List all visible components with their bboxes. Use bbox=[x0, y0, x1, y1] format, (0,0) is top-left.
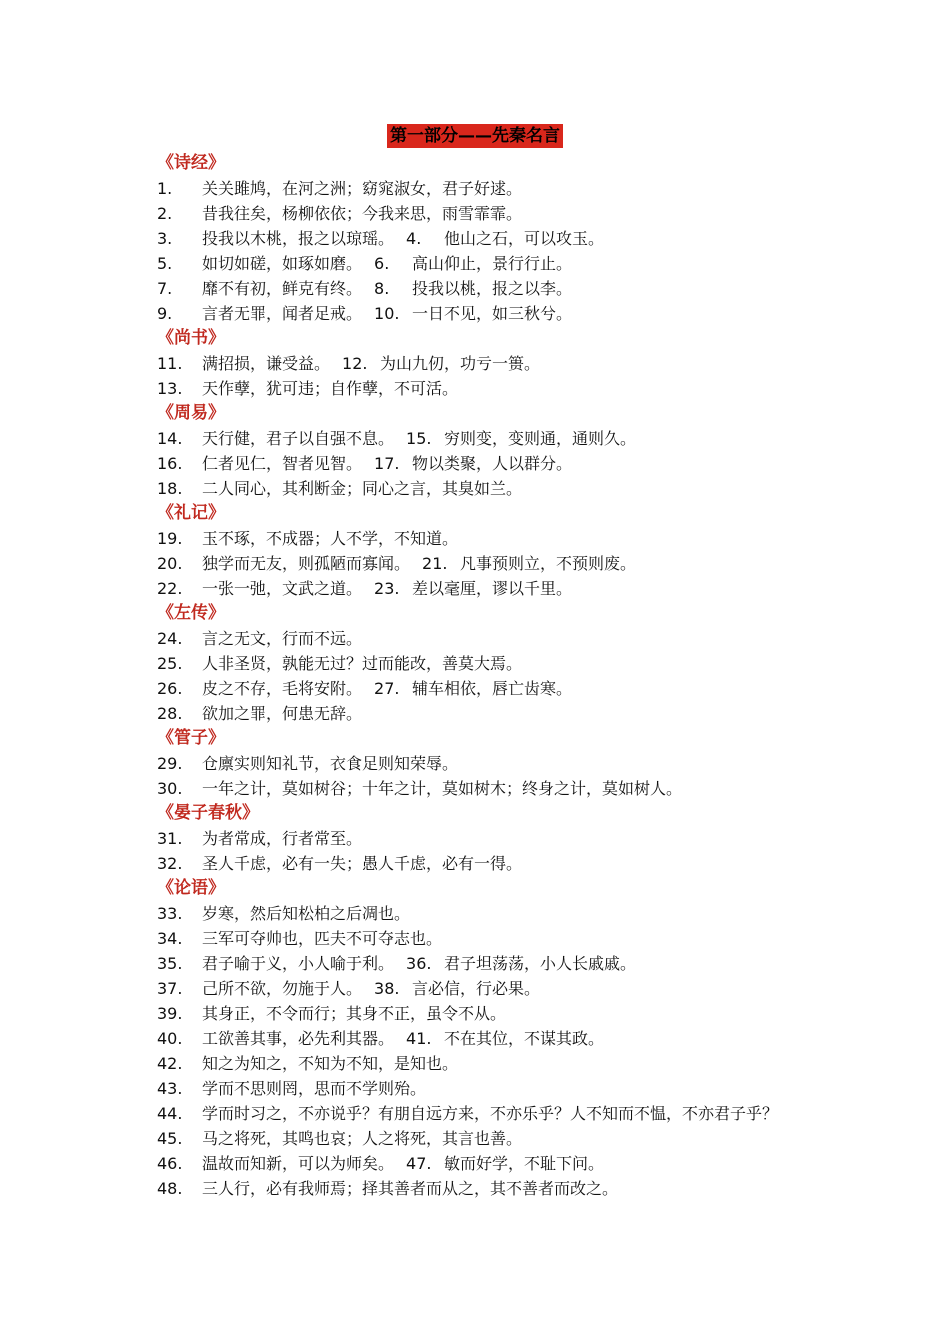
quote-text: 天行健，君子以自强不息。 bbox=[202, 429, 395, 448]
quote-text: 言必信，行必果。 bbox=[412, 979, 541, 998]
quote-line bbox=[157, 176, 807, 201]
quote-text: 一日不见，如三秋兮。 bbox=[412, 304, 573, 323]
quote-text: 知之为知之，不知为不知，是知也。 bbox=[202, 1054, 459, 1073]
quote-line bbox=[157, 776, 807, 801]
section-heading: 《左传》 bbox=[157, 603, 225, 623]
quote-text: 敏而好学，不耻下问。 bbox=[444, 1154, 605, 1173]
quote-text: 君子坦荡荡，小人长戚戚。 bbox=[444, 954, 637, 973]
section-heading: 《管子》 bbox=[157, 728, 225, 748]
quote-line bbox=[157, 676, 807, 701]
quote-line bbox=[157, 301, 807, 326]
quote-number: 33. bbox=[157, 904, 183, 923]
quote-text: 为者常成，行者常至。 bbox=[202, 829, 363, 848]
quote-text: 一年之计，莫如树谷；十年之计，莫如树木；终身之计，莫如树人。 bbox=[202, 779, 683, 798]
quote-number: 27. bbox=[374, 679, 400, 698]
quote-line bbox=[157, 1051, 807, 1076]
quote-number: 10. bbox=[374, 304, 400, 323]
quote-line bbox=[157, 351, 807, 376]
quote-number: 15. bbox=[406, 429, 432, 448]
quote-text: 马之将死，其鸣也哀；人之将死，其言也善。 bbox=[202, 1129, 523, 1148]
quote-line bbox=[157, 701, 807, 726]
quote-line bbox=[157, 376, 807, 401]
quote-text: 辅车相依，唇亡齿寒。 bbox=[412, 679, 573, 698]
quote-number: 19. bbox=[157, 529, 183, 548]
quote-text: 工欲善其事，必先利其器。 bbox=[202, 1029, 395, 1048]
quote-text: 欲加之罪，何患无辞。 bbox=[202, 704, 363, 723]
quote-text: 独学而无友，则孤陋而寡闻。 bbox=[202, 554, 411, 573]
quote-line bbox=[157, 751, 807, 776]
quote-number: 31. bbox=[157, 829, 183, 848]
quote-text: 圣人千虑，必有一失；愚人千虑，必有一得。 bbox=[202, 854, 523, 873]
quote-number: 1. bbox=[157, 179, 173, 198]
quote-number: 36. bbox=[406, 954, 432, 973]
section-heading: 《论语》 bbox=[157, 878, 225, 898]
quote-text: 温故而知新，可以为师矣。 bbox=[202, 1154, 395, 1173]
quote-number: 11. bbox=[157, 354, 183, 373]
quote-number: 44. bbox=[157, 1104, 183, 1123]
quote-line bbox=[157, 1101, 807, 1126]
page-title: 第一部分——先秦名言 bbox=[387, 124, 563, 148]
quote-text: 靡不有初，鲜克有终。 bbox=[202, 279, 363, 298]
quote-text: 己所不欲，勿施于人。 bbox=[202, 979, 363, 998]
quote-number: 38. bbox=[374, 979, 400, 998]
quote-line bbox=[157, 551, 807, 576]
quote-number: 25. bbox=[157, 654, 183, 673]
quote-line bbox=[157, 251, 807, 276]
quote-number: 22. bbox=[157, 579, 183, 598]
quote-number: 45. bbox=[157, 1129, 183, 1148]
quote-number: 26. bbox=[157, 679, 183, 698]
quote-text: 其身正，不令而行；其身不正，虽令不从。 bbox=[202, 1004, 507, 1023]
quote-number: 48. bbox=[157, 1179, 183, 1198]
quote-line bbox=[157, 976, 807, 1001]
quote-number: 21. bbox=[422, 554, 448, 573]
quote-number: 37. bbox=[157, 979, 183, 998]
quote-number: 4. bbox=[406, 229, 422, 248]
quote-line bbox=[157, 926, 807, 951]
quote-text: 穷则变，变则通，通则久。 bbox=[444, 429, 637, 448]
quote-text: 不在其位，不谋其政。 bbox=[444, 1029, 605, 1048]
quote-text: 君子喻于义，小人喻于利。 bbox=[202, 954, 395, 973]
quote-number: 18. bbox=[157, 479, 183, 498]
quote-line bbox=[157, 1026, 807, 1051]
quote-line bbox=[157, 276, 807, 301]
quote-text: 三人行，必有我师焉；择其善者而从之，其不善者而改之。 bbox=[202, 1179, 619, 1198]
quote-text: 差以毫厘，谬以千里。 bbox=[412, 579, 573, 598]
quote-text: 人非圣贤，孰能无过？过而能改，善莫大焉。 bbox=[202, 654, 523, 673]
quote-number: 13. bbox=[157, 379, 183, 398]
section-heading: 《尚书》 bbox=[157, 328, 225, 348]
quote-line bbox=[157, 226, 807, 251]
quote-text: 为山九仞，功亏一篑。 bbox=[380, 354, 541, 373]
quote-number: 5. bbox=[157, 254, 173, 273]
quote-line bbox=[157, 426, 807, 451]
quote-text: 物以类聚，人以群分。 bbox=[412, 454, 573, 473]
quote-number: 29. bbox=[157, 754, 183, 773]
quote-text: 高山仰止，景行行止。 bbox=[412, 254, 573, 273]
quote-text: 皮之不存，毛将安附。 bbox=[202, 679, 363, 698]
quote-line bbox=[157, 576, 807, 601]
quote-line bbox=[157, 1076, 807, 1101]
quote-number: 35. bbox=[157, 954, 183, 973]
quote-number: 39. bbox=[157, 1004, 183, 1023]
quote-line bbox=[157, 1176, 807, 1201]
quote-text: 投我以桃，报之以李。 bbox=[412, 279, 573, 298]
section-heading: 《晏子春秋》 bbox=[157, 803, 259, 823]
quote-text: 如切如磋，如琢如磨。 bbox=[202, 254, 363, 273]
quote-number: 34. bbox=[157, 929, 183, 948]
quote-number: 47. bbox=[406, 1154, 432, 1173]
quote-line bbox=[157, 1001, 807, 1026]
quote-number: 28. bbox=[157, 704, 183, 723]
quote-line bbox=[157, 826, 807, 851]
quote-text: 言之无文，行而不远。 bbox=[202, 629, 363, 648]
quote-text: 凡事预则立，不预则废。 bbox=[460, 554, 637, 573]
quote-text: 昔我往矣，杨柳依依；今我来思，雨雪霏霏。 bbox=[202, 204, 523, 223]
quote-line bbox=[157, 1151, 807, 1176]
quote-number: 17. bbox=[374, 454, 400, 473]
quote-number: 3. bbox=[157, 229, 173, 248]
quote-number: 30. bbox=[157, 779, 183, 798]
quote-line bbox=[157, 901, 807, 926]
quote-number: 23. bbox=[374, 579, 400, 598]
quote-text: 学而时习之，不亦说乎？有朋自远方来，不亦乐乎？人不知而不愠，不亦君子乎？ bbox=[202, 1104, 779, 1123]
quote-text: 学而不思则罔，思而不学则殆。 bbox=[202, 1079, 427, 1098]
quote-line bbox=[157, 626, 807, 651]
quote-text: 一张一弛，文武之道。 bbox=[202, 579, 363, 598]
quote-number: 24. bbox=[157, 629, 183, 648]
quote-line bbox=[157, 851, 807, 876]
quote-text: 他山之石，可以攻玉。 bbox=[444, 229, 605, 248]
quote-text: 仓廪实则知礼节，衣食足则知荣辱。 bbox=[202, 754, 459, 773]
quote-text: 投我以木桃，报之以琼瑶。 bbox=[202, 229, 395, 248]
quote-number: 6. bbox=[374, 254, 390, 273]
quote-line bbox=[157, 526, 807, 551]
quote-number: 20. bbox=[157, 554, 183, 573]
quote-text: 岁寒，然后知松柏之后凋也。 bbox=[202, 904, 411, 923]
quote-number: 32. bbox=[157, 854, 183, 873]
quote-text: 二人同心，其利断金；同心之言，其臭如兰。 bbox=[202, 479, 523, 498]
quote-number: 14. bbox=[157, 429, 183, 448]
quote-text: 言者无罪，闻者足戒。 bbox=[202, 304, 363, 323]
quote-number: 46. bbox=[157, 1154, 183, 1173]
quote-number: 8. bbox=[374, 279, 390, 298]
quote-text: 天作孽，犹可违；自作孽，不可活。 bbox=[202, 379, 459, 398]
quote-number: 2. bbox=[157, 204, 173, 223]
quote-line bbox=[157, 651, 807, 676]
quote-number: 43. bbox=[157, 1079, 183, 1098]
section-heading: 《诗经》 bbox=[157, 153, 225, 173]
quote-line bbox=[157, 451, 807, 476]
quote-text: 满招损，谦受益。 bbox=[202, 354, 331, 373]
quote-text: 仁者见仁，智者见智。 bbox=[202, 454, 363, 473]
quote-number: 16. bbox=[157, 454, 183, 473]
quote-number: 42. bbox=[157, 1054, 183, 1073]
quote-number: 40. bbox=[157, 1029, 183, 1048]
quote-line bbox=[157, 1126, 807, 1151]
quote-text: 玉不琢，不成器；人不学，不知道。 bbox=[202, 529, 459, 548]
quote-line bbox=[157, 201, 807, 226]
quote-number: 12. bbox=[342, 354, 368, 373]
quote-number: 9. bbox=[157, 304, 173, 323]
quote-line bbox=[157, 476, 807, 501]
quote-text: 三军可夺帅也，匹夫不可夺志也。 bbox=[202, 929, 443, 948]
quote-line bbox=[157, 951, 807, 976]
quote-number: 7. bbox=[157, 279, 173, 298]
section-heading: 《周易》 bbox=[157, 403, 225, 423]
title-wrap bbox=[0, 124, 950, 148]
quote-text: 关关雎鸠，在河之洲；窈窕淑女，君子好逑。 bbox=[202, 179, 523, 198]
quote-list bbox=[157, 151, 807, 1201]
quote-number: 41. bbox=[406, 1029, 432, 1048]
section-heading: 《礼记》 bbox=[157, 503, 225, 523]
